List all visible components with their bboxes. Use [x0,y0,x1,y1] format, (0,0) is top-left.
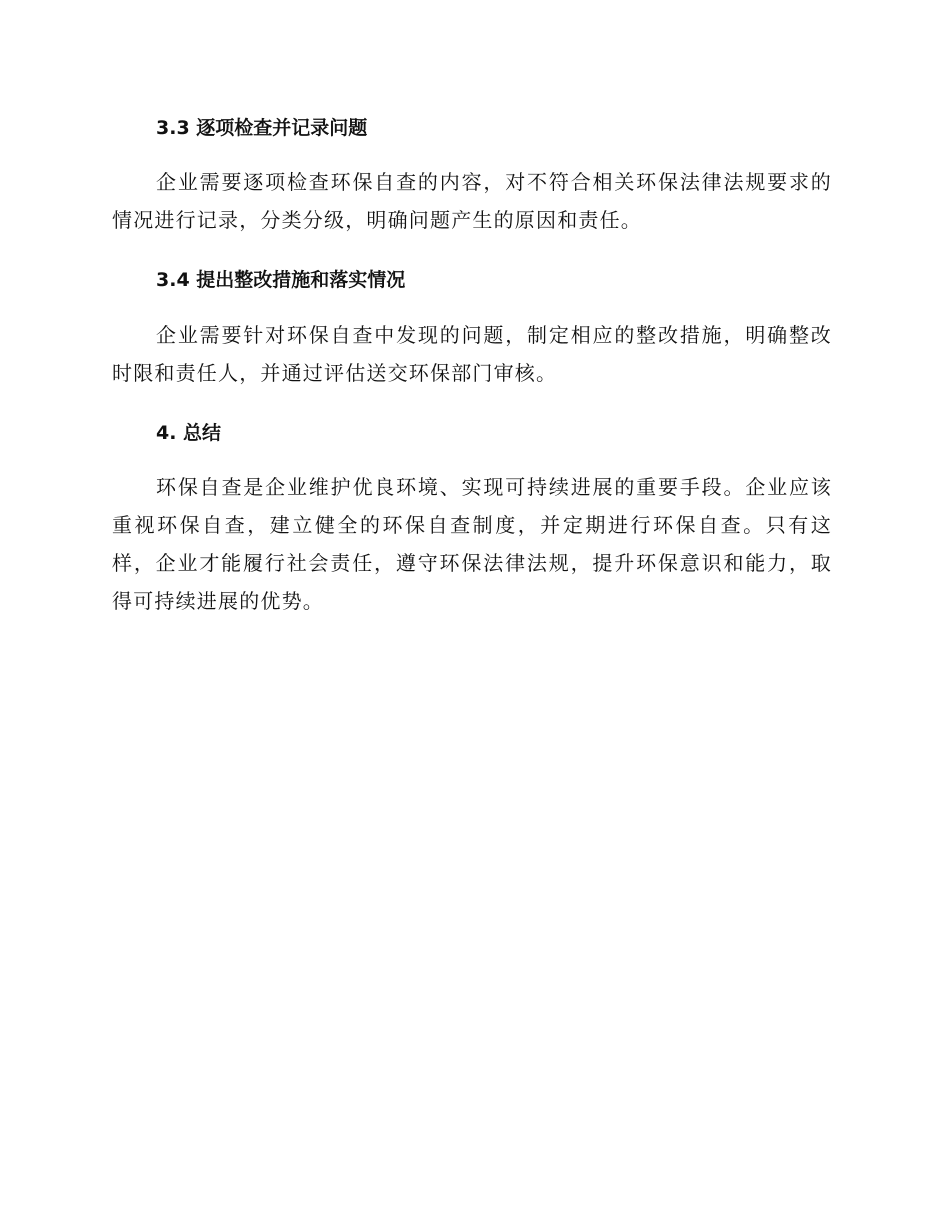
section-heading-3-3: 3.3 逐项检查并记录问题 [156,117,368,139]
section-paragraph-3-4: 企业需要针对环保自查中发现的问题，制定相应的整改措施，明确整改时限和责任人，并通过评估送交环保部门审核。 [112,323,832,385]
section-heading-3-4: 3.4 提出整改措施和落实情况 [156,269,406,291]
section-paragraph-3-3: 企业需要逐项检查环保自查的内容，对不符合相关环保法律法规要求的情况进行记录，分类分级，明确问题产生的原因和责任。 [112,170,832,232]
section-paragraph-4: 环保自查是企业维护优良环境、实现可持续进展的重要手段。企业应该重视环保自查，建立健全的环保自查制度，并定期进行环保自查。只有这样，企业才能履行社会责任，遵守环保法律法规，提升环保意识和能力，取得可持续进展的优势。 [112,475,832,613]
section-heading-4: 4. 总结 [156,422,222,444]
